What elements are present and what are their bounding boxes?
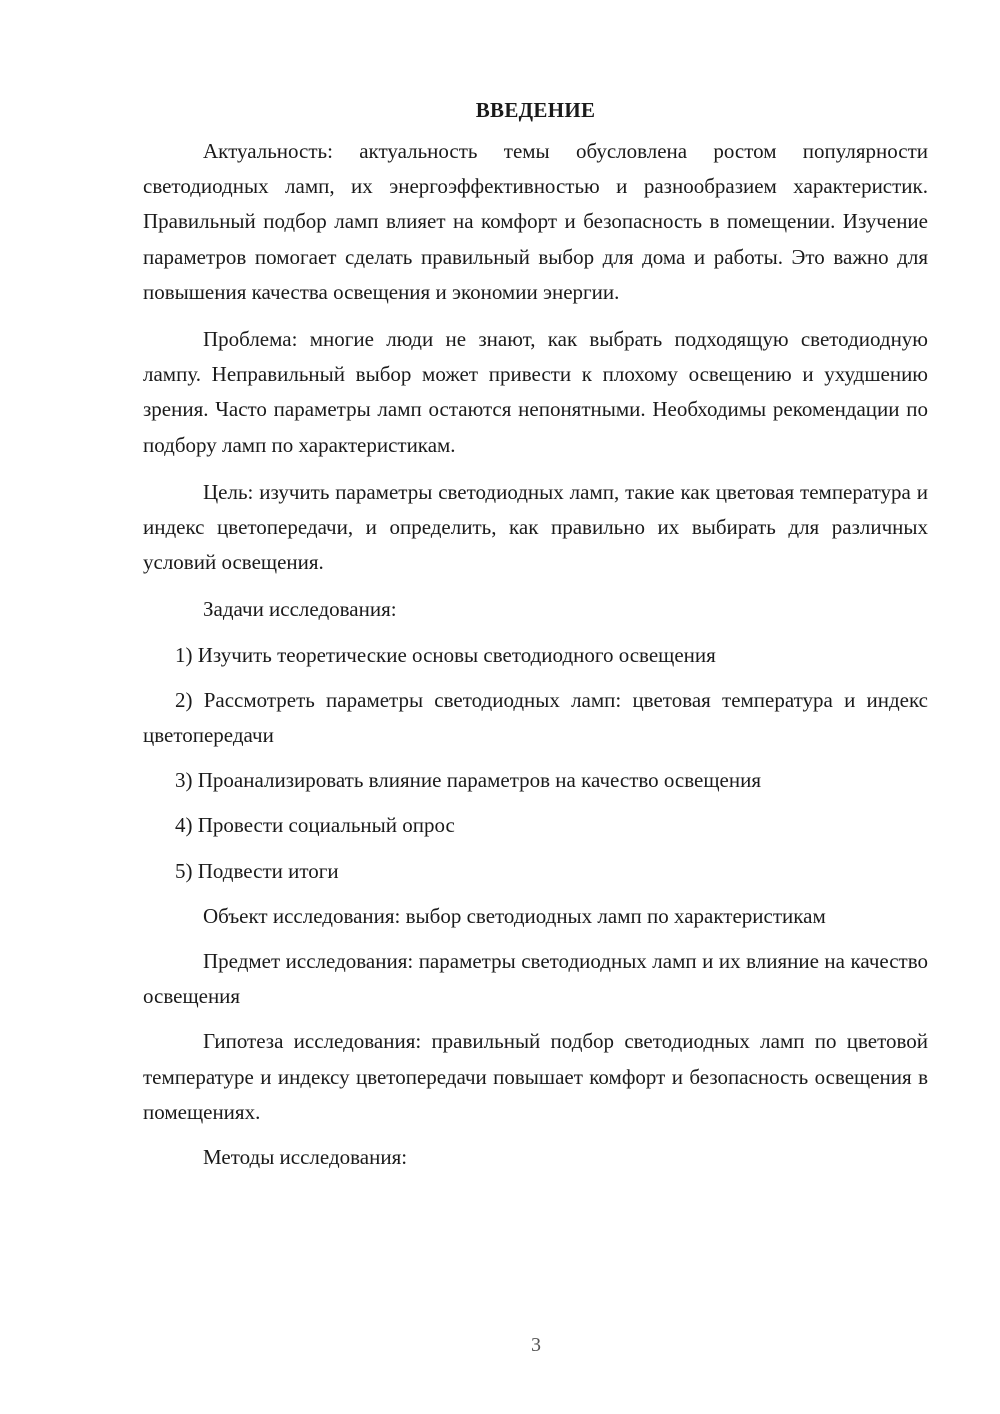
document-page [143, 92, 928, 1175]
object-paragraph: Объект исследования: выбор светодиодных ламп по характеристикам [203, 903, 826, 928]
problem-paragraph: Проблема: многие люди не знают, как выбрать подходящую светодиодную лампу. Неправильный выбор может привести к плохому освещению и ухудшению зрения. Часто параметры ламп остаются непонятными. Необходимы рекомендации по подбору ламп по характеристикам. [143, 327, 928, 457]
subject-paragraph: Предмет исследования: параметры светодиодных ламп и их влияние на качество освещения [143, 949, 928, 1009]
task-item-5: 5) Подвести итоги [175, 858, 339, 883]
task-item-3: 3) Проанализировать влияние параметров на качество освещения [175, 768, 761, 793]
goal-paragraph: Цель: изучить параметры светодиодных ламп, такие как цветовая температура и индекс цветопередачи, и определить, как правильно их выбирать для различных условий освещения. [143, 479, 928, 575]
task-item-1: 1) Изучить теоретические основы светодиодного освещения [175, 642, 716, 667]
page-number: 3 [531, 1334, 541, 1356]
tasks-heading: Задачи исследования: [203, 597, 397, 622]
task-item-2: 2) Рассмотреть параметры светодиодных ламп: цветовая температура и индекс цветопередачи [143, 687, 928, 748]
task-item-4: 4) Провести социальный опрос [175, 813, 455, 838]
section-title: ВВЕДЕНИЕ [475, 98, 596, 122]
methods-heading: Методы исследования: [203, 1145, 408, 1170]
hypothesis-paragraph: Гипотеза исследования: правильный подбор светодиодных ламп по цветовой температуре и индексу цветопередачи повышает комфорт и безопасность освещения в помещениях. [143, 1029, 928, 1124]
relevance-paragraph: Актуальность: актуальность темы обусловлена ростом популярности светодиодных ламп, их энергоэффективностью и разнообразием характеристик. Правильный подбор ламп влияет на комфорт и безопасность в помещении. Изучение параметров помогает сделать правильный выбор для дома и работы. Это важно для повышения качества освещения и экономии энергии. [143, 139, 928, 304]
